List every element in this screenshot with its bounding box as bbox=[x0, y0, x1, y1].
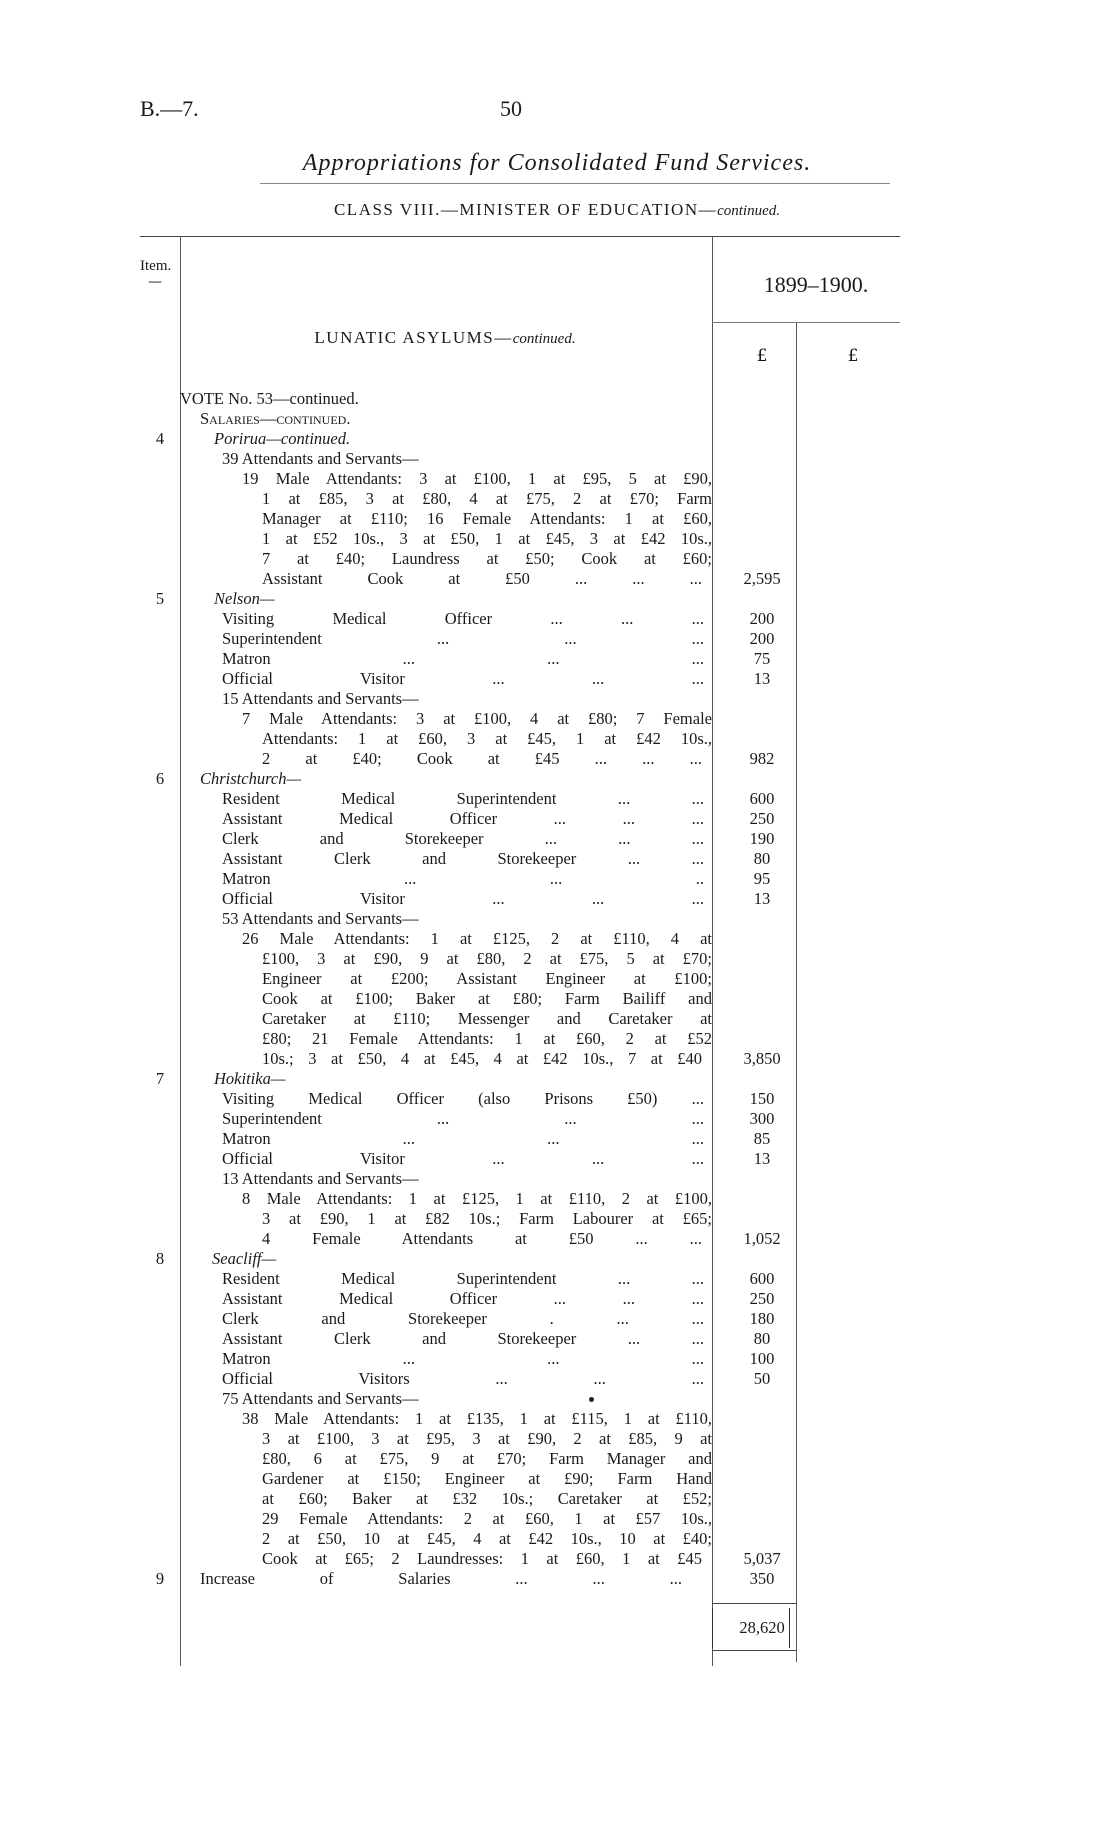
ink-dot bbox=[589, 1397, 594, 1402]
section-heading-main: LUNATIC ASYLUMS— bbox=[314, 328, 513, 347]
line-amount: 250 bbox=[749, 1289, 775, 1308]
line-text: at £60; Baker at £32 10s.; Caretaker at £52; bbox=[262, 1489, 712, 1508]
line-item bbox=[0, 409, 1114, 429]
item-number: 8 bbox=[155, 1249, 165, 1268]
class-heading-main: CLASS VIII.—MINISTER OF EDUCATION— bbox=[333, 200, 718, 219]
line-item bbox=[0, 1129, 1114, 1149]
line-item bbox=[0, 1389, 1114, 1409]
section-heading bbox=[180, 328, 710, 348]
line-amount: 3,850 bbox=[743, 1049, 781, 1068]
line-text: Superintendent ... ... ... bbox=[222, 1109, 704, 1128]
line-text: Matron ... ... ... bbox=[222, 649, 704, 668]
document-code: B.—7. bbox=[140, 96, 199, 121]
line-amount: 13 bbox=[753, 669, 771, 688]
line-amount: 1,052 bbox=[743, 1229, 781, 1248]
line-text: 29 Female Attendants: 2 at £60, 1 at £57 10s., bbox=[262, 1509, 712, 1528]
line-item bbox=[0, 489, 1114, 509]
line-item bbox=[0, 1369, 1114, 1389]
line-item bbox=[0, 1549, 1114, 1569]
line-text: Matron ... ... ... bbox=[222, 1129, 704, 1148]
line-text: Matron ... ... ... bbox=[222, 1349, 704, 1368]
line-item bbox=[0, 789, 1114, 809]
item-number: 4 bbox=[155, 429, 165, 448]
line-item bbox=[0, 1449, 1114, 1469]
line-text: 4 Female Attendants at £50 ... ... bbox=[262, 1229, 702, 1248]
year-under-rule bbox=[712, 322, 900, 323]
line-amount: 13 bbox=[753, 889, 771, 908]
line-item bbox=[0, 609, 1114, 629]
line-text: Assistant Cook at £50 ... ... ... bbox=[262, 569, 702, 588]
line-text: Assistant Clerk and Storekeeper ... ... bbox=[222, 849, 704, 868]
item-column-dash: — bbox=[148, 274, 162, 290]
line-amount: 180 bbox=[749, 1309, 775, 1328]
line-item bbox=[0, 729, 1114, 749]
line-text: Attendants: 1 at £60, 3 at £45, 1 at £42 10s., bbox=[262, 729, 712, 748]
line-item bbox=[0, 969, 1114, 989]
line-amount: 150 bbox=[749, 1089, 775, 1108]
line-item bbox=[0, 809, 1114, 829]
line-amount: 600 bbox=[749, 789, 775, 808]
line-item bbox=[0, 949, 1114, 969]
line-amount: 80 bbox=[753, 1329, 771, 1348]
line-text: Porirua—continued. bbox=[214, 429, 351, 448]
line-item bbox=[0, 509, 1114, 529]
title-rule bbox=[260, 183, 890, 184]
line-item bbox=[0, 589, 1114, 609]
line-text: Assistant Clerk and Storekeeper ... ... bbox=[222, 1329, 704, 1348]
line-item bbox=[0, 689, 1114, 709]
line-text: 8 Male Attendants: 1 at £125, 1 at £110, 2 at £100, bbox=[242, 1189, 712, 1208]
line-text: £100, 3 at £90, 9 at £80, 2 at £75, 5 at £70; bbox=[262, 949, 712, 968]
line-item bbox=[0, 429, 1114, 449]
page-title: Appropriations for Consolidated Fund Services. bbox=[302, 150, 812, 176]
line-item bbox=[0, 829, 1114, 849]
year-header: 1899–1900. bbox=[763, 272, 869, 297]
line-text: 39 Attendants and Servants— bbox=[222, 449, 419, 468]
line-text: Clerk and Storekeeper . ... ... bbox=[222, 1309, 704, 1328]
line-amount: 300 bbox=[749, 1109, 775, 1128]
line-text: Increase of Salaries ... ... ... bbox=[200, 1569, 682, 1588]
line-text: Hokitika— bbox=[214, 1069, 286, 1088]
line-amount: 13 bbox=[753, 1149, 771, 1168]
item-number: 9 bbox=[155, 1569, 165, 1588]
line-item bbox=[0, 1329, 1114, 1349]
line-text: Nelson— bbox=[214, 589, 275, 608]
appropriation-lines bbox=[0, 389, 1114, 1589]
class-heading bbox=[0, 200, 1114, 220]
line-text: £80, 6 at £75, 9 at £70; Farm Manager and bbox=[262, 1449, 712, 1468]
line-item bbox=[0, 1089, 1114, 1109]
line-text: 3 at £100, 3 at £95, 3 at £90, 2 at £85, 9 at bbox=[262, 1429, 712, 1448]
line-text: 38 Male Attendants: 1 at £135, 1 at £115, 1 at £110, bbox=[242, 1409, 712, 1428]
total-bottom-rule bbox=[712, 1650, 796, 1651]
line-item bbox=[0, 529, 1114, 549]
line-item bbox=[0, 1269, 1114, 1289]
line-text: Official Visitor ... ... ... bbox=[222, 669, 704, 688]
line-item bbox=[0, 1249, 1114, 1269]
line-item bbox=[0, 449, 1114, 469]
line-item bbox=[0, 749, 1114, 769]
line-item bbox=[0, 1409, 1114, 1429]
line-text: Official Visitors ... ... ... bbox=[222, 1369, 704, 1388]
line-text: 7 at £40; Laundress at £50; Cook at £60; bbox=[262, 549, 712, 568]
line-item bbox=[0, 1349, 1114, 1369]
line-text: 53 Attendants and Servants— bbox=[222, 909, 419, 928]
line-amount: 75 bbox=[753, 649, 771, 668]
line-text: £80; 21 Female Attendants: 1 at £60, 2 at £52 bbox=[262, 1029, 712, 1048]
line-item bbox=[0, 1209, 1114, 1229]
line-item bbox=[0, 1229, 1114, 1249]
line-item bbox=[0, 929, 1114, 949]
line-text: Official Visitor ... ... ... bbox=[222, 1149, 704, 1168]
line-amount: 80 bbox=[753, 849, 771, 868]
line-item bbox=[0, 989, 1114, 1009]
line-text: 2 at £50, 10 at £45, 4 at £42 10s., 10 at £40; bbox=[262, 1529, 712, 1548]
line-text: 1 at £85, 3 at £80, 4 at £75, 2 at £70; Farm bbox=[262, 489, 712, 508]
line-text: 1 at £52 10s., 3 at £50, 1 at £45, 3 at £42 10s., bbox=[262, 529, 712, 548]
line-item bbox=[0, 769, 1114, 789]
line-text: Clerk and Storekeeper ... ... ... bbox=[222, 829, 704, 848]
line-amount: 982 bbox=[749, 749, 775, 768]
line-amount: 5,037 bbox=[743, 1549, 781, 1568]
line-item bbox=[0, 1169, 1114, 1189]
line-item bbox=[0, 1049, 1114, 1069]
line-text: 26 Male Attendants: 1 at £125, 2 at £110, 4 at bbox=[242, 929, 712, 948]
line-item bbox=[0, 669, 1114, 689]
grand-total: 28,620 bbox=[739, 1618, 785, 1637]
line-text: Cook at £100; Baker at £80; Farm Bailiff and bbox=[262, 989, 712, 1008]
line-item bbox=[0, 1109, 1114, 1129]
line-item bbox=[0, 1189, 1114, 1209]
line-amount: 200 bbox=[749, 609, 775, 628]
line-text: 75 Attendants and Servants— bbox=[222, 1389, 419, 1408]
line-item bbox=[0, 629, 1114, 649]
line-text: Seacliff— bbox=[212, 1249, 277, 1268]
line-item bbox=[0, 1529, 1114, 1549]
line-item bbox=[0, 1569, 1114, 1589]
section-heading-cont: continued. bbox=[512, 331, 576, 347]
line-text: 3 at £90, 1 at £82 10s.; Farm Labourer at £65; bbox=[262, 1209, 712, 1228]
pound-symbol-col2: £ bbox=[847, 346, 859, 366]
line-item bbox=[0, 889, 1114, 909]
line-text: Assistant Medical Officer ... ... ... bbox=[222, 809, 704, 828]
line-item bbox=[0, 1429, 1114, 1449]
line-amount: 100 bbox=[749, 1349, 775, 1368]
class-heading-cont: continued. bbox=[717, 203, 781, 219]
line-amount: 250 bbox=[749, 809, 775, 828]
line-text: Superintendent ... ... ... bbox=[222, 629, 704, 648]
line-text: Visiting Medical Officer (also Prisons £50) ... bbox=[222, 1089, 704, 1108]
item-number: 6 bbox=[155, 769, 165, 788]
line-item bbox=[0, 869, 1114, 889]
line-text: Resident Medical Superintendent ... ... bbox=[222, 1269, 704, 1288]
line-amount: 85 bbox=[753, 1129, 771, 1148]
item-number: 7 bbox=[155, 1069, 165, 1088]
line-item bbox=[0, 1009, 1114, 1029]
line-text: Resident Medical Superintendent ... ... bbox=[222, 789, 704, 808]
line-amount: 2,595 bbox=[743, 569, 781, 588]
line-text: VOTE No. 53—continued. bbox=[180, 389, 359, 408]
line-text: 7 Male Attendants: 3 at £100, 4 at £80; 7 Female bbox=[242, 709, 712, 728]
line-text: Matron ... ... .. bbox=[222, 869, 704, 888]
line-text: Manager at £110; 16 Female Attendants: 1 at £60, bbox=[262, 509, 712, 528]
line-text: Visiting Medical Officer ... ... ... bbox=[222, 609, 704, 628]
line-item bbox=[0, 1489, 1114, 1509]
line-text: 10s.; 3 at £50, 4 at £45, 4 at £42 10s., 7 at £40 bbox=[262, 1049, 702, 1068]
line-item bbox=[0, 909, 1114, 929]
line-text: 2 at £40; Cook at £45 ... ... ... bbox=[262, 749, 702, 768]
line-item bbox=[0, 849, 1114, 869]
item-column-header: Item. bbox=[140, 258, 172, 274]
line-text: Salaries—continued. bbox=[200, 409, 351, 428]
line-amount: 50 bbox=[753, 1369, 771, 1388]
total-top-rule bbox=[712, 1603, 796, 1604]
line-item bbox=[0, 649, 1114, 669]
line-item bbox=[0, 1509, 1114, 1529]
line-text: Christchurch— bbox=[200, 769, 302, 788]
line-text: 19 Male Attendants: 3 at £100, 1 at £95, 5 at £90, bbox=[242, 469, 712, 488]
line-text: 15 Attendants and Servants— bbox=[222, 689, 419, 708]
line-amount: 95 bbox=[753, 869, 771, 888]
item-number: 5 bbox=[155, 589, 165, 608]
line-text: Engineer at £200; Assistant Engineer at £100; bbox=[262, 969, 712, 988]
line-item bbox=[0, 1069, 1114, 1089]
line-item bbox=[0, 389, 1114, 409]
line-item bbox=[0, 1149, 1114, 1169]
line-item bbox=[0, 549, 1114, 569]
line-item bbox=[0, 1309, 1114, 1329]
line-text: Caretaker at £110; Messenger and Caretaker at bbox=[262, 1009, 712, 1028]
line-text: Gardener at £150; Engineer at £90; Farm Hand bbox=[262, 1469, 712, 1488]
table-top-rule bbox=[140, 236, 900, 237]
line-text: Assistant Medical Officer ... ... ... bbox=[222, 1289, 704, 1308]
line-amount: 200 bbox=[749, 629, 775, 648]
line-text: Official Visitor ... ... ... bbox=[222, 889, 704, 908]
line-item bbox=[0, 1289, 1114, 1309]
line-amount: 600 bbox=[749, 1269, 775, 1288]
line-text: Cook at £65; 2 Laundresses: 1 at £60, 1 at £45 bbox=[262, 1549, 702, 1568]
line-item bbox=[0, 1029, 1114, 1049]
line-amount: 190 bbox=[749, 829, 775, 848]
line-amount: 350 bbox=[749, 1569, 775, 1588]
line-item bbox=[0, 1469, 1114, 1489]
line-item bbox=[0, 469, 1114, 489]
line-text: 13 Attendants and Servants— bbox=[222, 1169, 419, 1188]
pound-symbol-col1: £ bbox=[756, 346, 768, 366]
line-item bbox=[0, 709, 1114, 729]
line-item bbox=[0, 569, 1114, 589]
page-number: 50 bbox=[500, 96, 522, 121]
